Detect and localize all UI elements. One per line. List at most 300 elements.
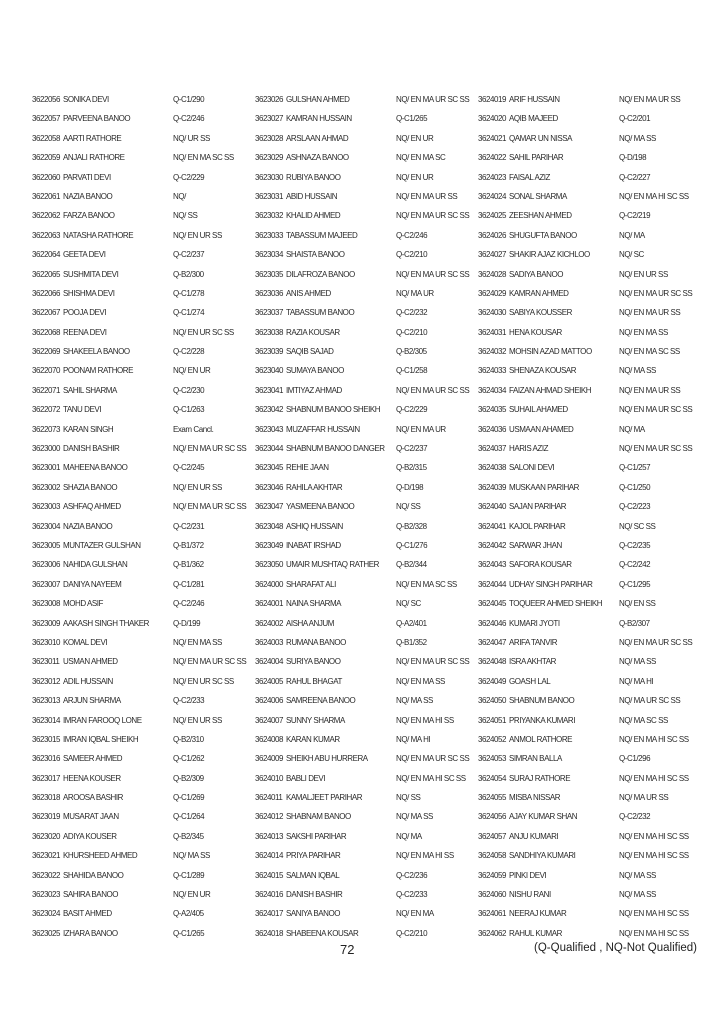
result-status: NQ/ EN MA UR SC SS bbox=[619, 405, 693, 415]
result-status: NQ/ EN MA HI SC SS bbox=[396, 773, 466, 783]
candidate-name: NISHU RANI bbox=[509, 890, 551, 900]
table-row bbox=[255, 832, 480, 851]
candidate-name: PINKI DEVI bbox=[509, 870, 547, 880]
table-row bbox=[32, 871, 257, 890]
result-status: NQ/ EN UR SS bbox=[173, 715, 222, 725]
result-status: NQ/ MA SC SS bbox=[619, 715, 668, 725]
table-row bbox=[255, 425, 480, 444]
roll-number: 3624012 bbox=[255, 812, 283, 822]
roll-number: 3624025 bbox=[478, 211, 506, 221]
result-status: NQ/ MA SS bbox=[619, 870, 656, 880]
table-row bbox=[32, 735, 257, 754]
roll-number: 3623031 bbox=[255, 191, 283, 201]
result-status: Q-B2/309 bbox=[173, 773, 204, 783]
candidate-name: ANMOL RATHORE bbox=[509, 734, 573, 744]
roll-number: 3623041 bbox=[255, 385, 283, 395]
roll-number: 3624049 bbox=[478, 676, 506, 686]
table-row bbox=[255, 463, 480, 482]
result-status: Q-C1/278 bbox=[173, 288, 205, 298]
result-status: Q-C1/296 bbox=[619, 754, 651, 764]
roll-number: 3623045 bbox=[255, 463, 283, 473]
result-status: NQ/ EN MA UR SC SS bbox=[396, 269, 470, 279]
roll-number: 3624026 bbox=[478, 230, 506, 240]
table-row bbox=[32, 173, 257, 192]
result-status: Q-C2/210 bbox=[396, 928, 428, 938]
table-row bbox=[255, 231, 480, 250]
table-row bbox=[478, 347, 703, 366]
roll-number: 3624045 bbox=[478, 599, 506, 609]
table-row bbox=[32, 463, 257, 482]
result-status: Q-C2/229 bbox=[173, 172, 205, 182]
result-status: Q-C2/236 bbox=[396, 870, 428, 880]
roll-number: 3623050 bbox=[255, 560, 283, 570]
roll-number: 3623039 bbox=[255, 347, 283, 357]
table-row bbox=[478, 231, 703, 250]
roll-number: 3622056 bbox=[32, 95, 60, 104]
table-row bbox=[478, 250, 703, 269]
candidate-name: SHISHMA DEVI bbox=[63, 288, 115, 298]
result-status: Q-C1/262 bbox=[173, 754, 205, 764]
candidate-name: PRIYANKA KUMARI bbox=[509, 715, 576, 725]
roll-number: 3624043 bbox=[478, 560, 506, 570]
result-status: NQ/ EN MA UR SC SS bbox=[173, 444, 247, 454]
table-row bbox=[255, 444, 480, 463]
result-status: NQ/ EN MA UR SC SS bbox=[173, 657, 247, 667]
candidate-name: PARVEENA BANOO bbox=[63, 114, 131, 124]
table-row bbox=[478, 638, 703, 657]
table-row bbox=[32, 638, 257, 657]
candidate-name: HEENA KOUSER bbox=[63, 773, 121, 783]
roll-number: 3623017 bbox=[32, 773, 60, 783]
candidate-name: ISRA AKHTAR bbox=[509, 657, 556, 667]
candidate-name: ASHNAZA BANOO bbox=[286, 153, 349, 163]
roll-number: 3624039 bbox=[478, 482, 506, 492]
roll-number: 3623037 bbox=[255, 308, 283, 318]
candidate-name: SAJAN PARIHAR bbox=[509, 502, 567, 512]
results-column-3 bbox=[478, 95, 703, 948]
roll-number: 3624021 bbox=[478, 133, 506, 143]
candidate-name: SHAKIR AJAZ KICHLOO bbox=[509, 250, 590, 260]
candidate-name: RUMANA BANOO bbox=[286, 637, 346, 647]
table-row bbox=[255, 580, 480, 599]
candidate-name: ANJALI RATHORE bbox=[63, 153, 125, 163]
result-status: Q-C2/231 bbox=[173, 521, 205, 531]
table-row bbox=[32, 619, 257, 638]
candidate-name: QAMAR UN NISSA bbox=[509, 133, 573, 143]
result-status: Q-C1/281 bbox=[173, 579, 205, 589]
table-row bbox=[32, 774, 257, 793]
roll-number: 3622065 bbox=[32, 269, 60, 279]
roll-number: 3623044 bbox=[255, 444, 283, 454]
table-row bbox=[32, 657, 257, 676]
roll-number: 3624042 bbox=[478, 540, 506, 550]
candidate-name: SADIYA BANOO bbox=[509, 269, 564, 279]
roll-number: 3623032 bbox=[255, 211, 283, 221]
table-row bbox=[32, 890, 257, 909]
candidate-name: SHAHIDA BANOO bbox=[63, 870, 124, 880]
result-status: Q-A2/401 bbox=[396, 618, 427, 628]
roll-number: 3624036 bbox=[478, 424, 506, 434]
result-status: NQ/ EN MA bbox=[396, 909, 434, 919]
candidate-name: REHIE JAAN bbox=[286, 463, 329, 473]
result-status: NQ/ SC SS bbox=[619, 521, 656, 531]
roll-number: 3623013 bbox=[32, 696, 60, 706]
roll-number: 3623029 bbox=[255, 153, 283, 163]
result-status: NQ/ MA SS bbox=[619, 133, 656, 143]
table-row bbox=[478, 153, 703, 172]
table-row bbox=[478, 463, 703, 482]
roll-number: 3624038 bbox=[478, 463, 506, 473]
roll-number: 3623003 bbox=[32, 502, 60, 512]
roll-number: 3623028 bbox=[255, 133, 283, 143]
roll-number: 3624007 bbox=[255, 715, 283, 725]
result-status: NQ/ EN MA SC bbox=[396, 153, 446, 163]
table-row bbox=[478, 890, 703, 909]
table-row bbox=[478, 502, 703, 521]
table-row bbox=[32, 192, 257, 211]
table-row bbox=[255, 696, 480, 715]
candidate-name: GOASH LAL bbox=[509, 676, 551, 686]
result-status: Q-C2/219 bbox=[619, 211, 651, 221]
table-row bbox=[478, 134, 703, 153]
roll-number: 3623043 bbox=[255, 424, 283, 434]
table-row bbox=[255, 483, 480, 502]
result-status: Q-B2/344 bbox=[396, 560, 427, 570]
candidate-name: ABID HUSSAIN bbox=[286, 191, 338, 201]
roll-number: 3624019 bbox=[478, 95, 506, 104]
candidate-name: NEERAJ KUMAR bbox=[509, 909, 567, 919]
candidate-name: SABIYA KOUSSER bbox=[509, 308, 572, 318]
table-row bbox=[255, 192, 480, 211]
results-column-1 bbox=[32, 95, 257, 948]
table-row bbox=[255, 929, 480, 948]
roll-number: 3624032 bbox=[478, 347, 506, 357]
result-status: NQ/ EN MA UR SC SS bbox=[619, 444, 693, 454]
table-row bbox=[478, 580, 703, 599]
table-row bbox=[255, 153, 480, 172]
result-status: NQ/ EN MA UR SS bbox=[619, 95, 681, 104]
candidate-name: SAKSHI PARIHAR bbox=[286, 831, 347, 841]
candidate-name: POONAM RATHORE bbox=[63, 366, 134, 376]
table-row bbox=[478, 851, 703, 870]
roll-number: 3623027 bbox=[255, 114, 283, 124]
table-row bbox=[478, 599, 703, 618]
roll-number: 3623006 bbox=[32, 560, 60, 570]
table-row bbox=[478, 444, 703, 463]
roll-number: 3624061 bbox=[478, 909, 506, 919]
result-status: Q-B2/328 bbox=[396, 521, 427, 531]
result-status: NQ/ EN MA UR SS bbox=[396, 191, 458, 201]
candidate-name: KARAN SINGH bbox=[63, 424, 114, 434]
candidate-name: SAMEER AHMED bbox=[63, 754, 123, 764]
result-status: NQ/ EN MA HI SC SS bbox=[619, 851, 689, 861]
candidate-name: RAHILA AKHTAR bbox=[286, 482, 343, 492]
table-row bbox=[478, 735, 703, 754]
table-row bbox=[255, 599, 480, 618]
candidate-name: SALMAN IQBAL bbox=[286, 870, 340, 880]
result-status: NQ/ SS bbox=[396, 502, 421, 512]
roll-number: 3624008 bbox=[255, 734, 283, 744]
result-status: NQ/ EN MA UR SC SS bbox=[396, 754, 470, 764]
result-status: Q-C1/274 bbox=[173, 308, 205, 318]
result-status: NQ/ EN UR SS bbox=[619, 269, 668, 279]
candidate-name: NAHIDA GULSHAN bbox=[63, 560, 128, 570]
table-row bbox=[255, 716, 480, 735]
roll-number: 3623046 bbox=[255, 482, 283, 492]
roll-number: 3624058 bbox=[478, 851, 506, 861]
candidate-name: NAZIA BANOO bbox=[63, 191, 113, 201]
result-status: Q-C2/230 bbox=[173, 385, 205, 395]
result-status: Q-C2/228 bbox=[173, 347, 205, 357]
candidate-name: MISBA NISSAR bbox=[509, 793, 561, 803]
table-row bbox=[32, 231, 257, 250]
candidate-name: RAZIA KOUSAR bbox=[286, 327, 340, 337]
candidate-name: SHEIKH ABU HURRERA bbox=[286, 754, 368, 764]
roll-number: 3624062 bbox=[478, 928, 506, 938]
result-status: Q-C1/258 bbox=[396, 366, 428, 376]
result-status: NQ/ EN MA SC SS bbox=[173, 153, 234, 163]
roll-number: 3622072 bbox=[32, 405, 60, 415]
candidate-name: IMTIYAZ AHMAD bbox=[286, 385, 342, 395]
table-row bbox=[32, 502, 257, 521]
table-row bbox=[478, 308, 703, 327]
roll-number: 3624020 bbox=[478, 114, 506, 124]
roll-number: 3623011 bbox=[32, 657, 60, 667]
roll-number: 3624023 bbox=[478, 172, 506, 182]
table-row bbox=[255, 328, 480, 347]
table-row bbox=[255, 657, 480, 676]
candidate-name: AAKASH SINGH THAKER bbox=[63, 618, 149, 628]
candidate-name: MOHSIN AZAD MATTOO bbox=[509, 347, 592, 357]
candidate-name: SHAISTA BANOO bbox=[286, 250, 345, 260]
table-row bbox=[32, 250, 257, 269]
table-row bbox=[32, 483, 257, 502]
table-row bbox=[255, 677, 480, 696]
result-status: NQ/ MA HI bbox=[396, 734, 431, 744]
candidate-name: TABASSUM MAJEED bbox=[286, 230, 358, 240]
candidate-name: SAQIB SAJAD bbox=[286, 347, 334, 357]
candidate-name: REENA DEVI bbox=[63, 327, 107, 337]
roll-number: 3623042 bbox=[255, 405, 283, 415]
result-status: Q-C1/289 bbox=[173, 870, 205, 880]
roll-number: 3624041 bbox=[478, 521, 506, 531]
roll-number: 3623040 bbox=[255, 366, 283, 376]
candidate-name: AJAY KUMAR SHAN bbox=[509, 812, 578, 822]
result-status: Q-C1/290 bbox=[173, 95, 205, 104]
result-status: NQ/ EN MA UR SC SS bbox=[396, 211, 470, 221]
candidate-name: ANIS AHMED bbox=[286, 288, 331, 298]
roll-number: 3623007 bbox=[32, 579, 60, 589]
table-row bbox=[32, 270, 257, 289]
result-status: NQ/ EN MA HI SC SS bbox=[619, 909, 689, 919]
candidate-name: SONIKA DEVI bbox=[63, 95, 109, 104]
roll-number: 3623008 bbox=[32, 599, 60, 609]
roll-number: 3624031 bbox=[478, 327, 506, 337]
table-row bbox=[478, 270, 703, 289]
result-status: Q-C1/257 bbox=[619, 463, 651, 473]
candidate-name: SUNNY SHARMA bbox=[286, 715, 345, 725]
table-row bbox=[32, 425, 257, 444]
result-status: NQ/ EN MA HI SC SS bbox=[619, 773, 689, 783]
candidate-name: SAHIL PARIHAR bbox=[509, 153, 564, 163]
result-status: Q-C1/265 bbox=[173, 928, 205, 938]
table-row bbox=[255, 270, 480, 289]
candidate-name: NAZIA BANOO bbox=[63, 521, 113, 531]
candidate-name: ARJUN SHARMA bbox=[63, 696, 121, 706]
candidate-name: KAMRAN HUSSAIN bbox=[286, 114, 352, 124]
table-row bbox=[478, 366, 703, 385]
candidate-name: DANISH BASHIR bbox=[63, 444, 120, 454]
table-row bbox=[478, 560, 703, 579]
result-status: NQ/ MA SS bbox=[396, 696, 433, 706]
result-status: NQ/ MA UR SC SS bbox=[619, 696, 681, 706]
candidate-name: UDHAY SINGH PARIHAR bbox=[509, 579, 593, 589]
table-row bbox=[478, 522, 703, 541]
roll-number: 3622061 bbox=[32, 191, 60, 201]
candidate-name: USMAAN AHAMED bbox=[509, 424, 574, 434]
table-row bbox=[32, 522, 257, 541]
table-row bbox=[478, 211, 703, 230]
candidate-name: POOJA DEVI bbox=[63, 308, 107, 318]
table-row bbox=[478, 871, 703, 890]
roll-number: 3624003 bbox=[255, 637, 283, 647]
candidate-name: FARZA BANOO bbox=[63, 211, 115, 221]
table-row bbox=[255, 638, 480, 657]
candidate-name: DILAFROZA BANOO bbox=[286, 269, 355, 279]
result-status: Q-C2/233 bbox=[173, 696, 205, 706]
roll-number: 3623048 bbox=[255, 521, 283, 531]
candidate-name: SIMRAN BALLA bbox=[509, 754, 562, 764]
candidate-name: SANIYA BANOO bbox=[286, 909, 341, 919]
candidate-name: SARWAR JHAN bbox=[509, 540, 562, 550]
table-row bbox=[32, 793, 257, 812]
candidate-name: SANDHIYA KUMARI bbox=[509, 851, 576, 861]
result-status: NQ/ EN MA UR SC SS bbox=[396, 385, 470, 395]
candidate-name: AQIB MAJEED bbox=[509, 114, 558, 124]
candidate-name: ARIFA TANVIR bbox=[509, 637, 558, 647]
table-row bbox=[255, 909, 480, 928]
result-status: NQ/ EN UR bbox=[396, 172, 434, 182]
roll-number: 3623002 bbox=[32, 482, 60, 492]
candidate-name: SALONI DEVI bbox=[509, 463, 555, 473]
roll-number: 3624059 bbox=[478, 870, 506, 880]
result-status: NQ/ MA HI bbox=[619, 676, 654, 686]
roll-number: 3623001 bbox=[32, 463, 60, 473]
roll-number: 3624056 bbox=[478, 812, 506, 822]
table-row bbox=[32, 328, 257, 347]
table-row bbox=[478, 114, 703, 133]
candidate-name: ASHFAQ AHMED bbox=[63, 502, 121, 512]
result-status: NQ/ EN MA HI SS bbox=[396, 715, 454, 725]
result-legend: (Q-Qualified , NQ-Not Qualified) bbox=[534, 942, 697, 954]
roll-number: 3624027 bbox=[478, 250, 506, 260]
candidate-name: SUSHMITA DEVI bbox=[63, 269, 119, 279]
result-status: NQ/ EN MA SS bbox=[619, 327, 668, 337]
candidate-name: AISHA ANJUM bbox=[286, 618, 334, 628]
candidate-name: SHABNAM BANOO bbox=[286, 812, 351, 822]
result-status: Q-C2/227 bbox=[619, 172, 651, 182]
table-row bbox=[255, 754, 480, 773]
roll-number: 3623019 bbox=[32, 812, 60, 822]
table-row bbox=[478, 405, 703, 424]
candidate-name: INABAT IRSHAD bbox=[286, 540, 341, 550]
roll-number: 3624016 bbox=[255, 890, 283, 900]
table-row bbox=[255, 871, 480, 890]
candidate-name: ZEESHAN AHMED bbox=[509, 211, 572, 221]
candidate-name: UMAIR MUSHTAQ RATHER bbox=[286, 560, 379, 570]
candidate-name: RAHUL KUMAR bbox=[509, 928, 562, 938]
candidate-name: ASHIQ HUSSAIN bbox=[286, 521, 343, 531]
table-row bbox=[478, 483, 703, 502]
candidate-name: FAISAL AZIZ bbox=[509, 172, 550, 182]
table-row bbox=[478, 754, 703, 773]
result-status: Q-C1/263 bbox=[173, 405, 205, 415]
table-row bbox=[255, 95, 480, 114]
result-status: NQ/ EN UR SS bbox=[173, 230, 222, 240]
result-status: Q-C1/265 bbox=[396, 114, 428, 124]
result-status: NQ/ EN UR bbox=[396, 133, 434, 143]
candidate-name: SAHIRA BANOO bbox=[63, 890, 119, 900]
roll-number: 3624052 bbox=[478, 734, 506, 744]
result-status: Q-D/199 bbox=[173, 618, 201, 628]
table-row bbox=[32, 851, 257, 870]
result-status: NQ/ MA bbox=[396, 831, 422, 841]
candidate-name: TABASSUM BANOO bbox=[286, 308, 355, 318]
result-status: Q-C2/201 bbox=[619, 114, 651, 124]
roll-number: 3622067 bbox=[32, 308, 60, 318]
table-row bbox=[255, 560, 480, 579]
roll-number: 3624035 bbox=[478, 405, 506, 415]
candidate-name: KOMAL DEVI bbox=[63, 637, 108, 647]
roll-number: 3623038 bbox=[255, 327, 283, 337]
result-status: NQ/ EN MA SS bbox=[396, 676, 445, 686]
result-status: NQ/ EN UR bbox=[173, 890, 211, 900]
result-status: Q-C2/223 bbox=[619, 502, 651, 512]
table-row bbox=[478, 541, 703, 560]
candidate-name: ARSLAAN AHMAD bbox=[286, 133, 349, 143]
candidate-name: SUHAIL AHAMED bbox=[509, 405, 568, 415]
result-status: NQ/ MA SS bbox=[396, 812, 433, 822]
roll-number: 3624029 bbox=[478, 288, 506, 298]
result-status: NQ/ EN MA UR SS bbox=[619, 385, 681, 395]
roll-number: 3624050 bbox=[478, 696, 506, 706]
roll-number: 3624000 bbox=[255, 579, 283, 589]
table-row bbox=[478, 173, 703, 192]
table-row bbox=[255, 890, 480, 909]
table-row bbox=[32, 134, 257, 153]
roll-number: 3622057 bbox=[32, 114, 60, 124]
result-status: Q-D/198 bbox=[619, 153, 647, 163]
table-row bbox=[478, 425, 703, 444]
roll-number: 3623030 bbox=[255, 172, 283, 182]
result-status: Q-C1/269 bbox=[173, 793, 205, 803]
roll-number: 3623014 bbox=[32, 715, 60, 725]
candidate-name: SHENAZA KOUSAR bbox=[509, 366, 577, 376]
result-status: Q-C2/229 bbox=[396, 405, 428, 415]
candidate-name: FAIZAN AHMAD SHEIKH bbox=[509, 385, 592, 395]
table-row bbox=[32, 211, 257, 230]
roll-number: 3622060 bbox=[32, 172, 60, 182]
candidate-name: SHARAFAT ALI bbox=[286, 579, 336, 589]
result-status: Q-B1/372 bbox=[173, 540, 204, 550]
roll-number: 3624033 bbox=[478, 366, 506, 376]
candidate-name: ARIF HUSSAIN bbox=[509, 95, 560, 104]
table-row bbox=[478, 657, 703, 676]
candidate-name: MUZAFFAR HUSSAIN bbox=[286, 424, 360, 434]
candidate-name: SUMAYA BANOO bbox=[286, 366, 344, 376]
result-status: Q-D/198 bbox=[396, 482, 424, 492]
table-row bbox=[478, 696, 703, 715]
